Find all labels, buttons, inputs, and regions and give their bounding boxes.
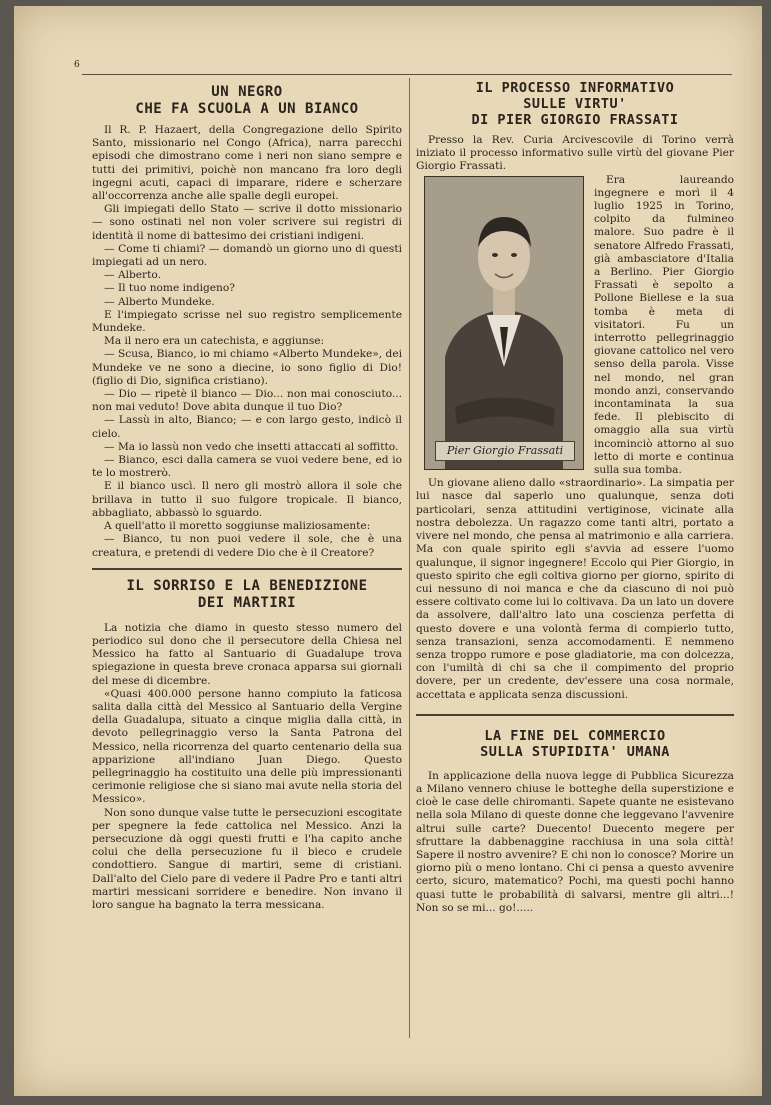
paragraph: — Il tuo nome indigeno? [104,282,235,295]
paragraph: La notizia che diamo in questo stesso numero del periodico sul dono che il persecutore della Chiesa nel Messico ha fatto al Santuario di Guadalupe trova spiegazione in questa breve cronaca apparsa sui giornali del mese di dicembre. [92,621,402,687]
article-sorriso [92,578,402,912]
article-subtitle-name: DI PIER GIORGIO FRASSATI [471,112,679,128]
paragraph: — Scusa, Bianco, io mi chiamo «Alberto Mundeke», dei Mundeke ve ne sono a diecine, io sono figlio di Dio! (figlio di Dio, significa cristiano). [92,348,402,387]
portrait-photo [424,176,584,470]
article-subtitle: SULLA STUPIDITA' UMANA [480,743,670,760]
paragraph: — Alberto Mundeke. [104,295,215,308]
article-negro [92,84,402,560]
paragraph: Presso la Rev. Curia Arcivescovile di Torino verrà iniziato il processo informativo sulle virtù del giovane Pier Giorgio Frassati. [416,134,734,173]
paragraph: — Bianco, tu non puoi vedere il sole, che è una creatura, e pretendi di vedere Dio che è il Creatore? [92,533,402,559]
paragraph: — Alberto. [104,269,161,282]
article-title: IL PROCESSO INFORMATIVO [475,80,675,96]
paragraph: — Come ti chiami? — domandò un giorno uno di questi impiegati ad un nero. [92,242,402,269]
top-rule [82,74,732,75]
paragraph: Non sono dunque valse tutte le persecuzioni escogitate per spegnere la fede cattolica nel Messico. Anzi la persecuzione dà oggi questi frutti e l'ha capito anche colui che della persecuzione fu il bieco e crudele condottiero. Sangue di martiri, seme di cristiani. Dall'alto del Cielo pare di vedere il Padre Pro e tanti altri martiri messicani sorridere e benedire. Non invano il loro sangue ha bagnato la terra messicana. [92,806,402,911]
article-title: LA FINE DEL COMMERCIO [484,727,666,744]
paragraph: E il bianco uscì. Il nero gli mostrò allora il sole che brillava in tutto il suo fulgore tropicale. Il bianco, abbagliato, abbassò lo sguardo. [92,480,402,519]
article-separator [92,568,402,570]
article-separator [416,714,734,716]
paragraph: A quell'atto il moretto soggiunse maliziosamente: [104,520,371,533]
newspaper-page [14,6,762,1096]
article-title: UN NEGRO [211,84,283,100]
paragraph: «Quasi 400.000 persone hanno compiuto la faticosa salita dalla città del Messico al Santuario della Vergine della Guadalupa, situato a cinque miglia dalla città, in devoto pellegrinaggio verso la Santa Patrona del Messico, nella ricorrenza del quarto centenario della sua apparizione all'indiano Juan Diego. Questo pellegrinaggio ha costituito una delle più impressionanti cerimonie religiose che si siano mai avute nella storia del Messico». [92,687,402,806]
paragraph: E l'impiegato scrisse nel suo registro semplicemente Mundeke. [92,308,402,335]
article-subtitle: DEI MARTIRI [197,594,297,611]
portrait-illustration [425,177,583,469]
paragraph: — Lassù in alto, Bianco; — e con largo gesto, indicò il cielo. [92,414,402,440]
left-column [92,84,402,912]
paragraph: — Dio — ripetè il bianco — Dio... non mai conosciuto... non mai veduto! Dove abita dunque il tuo Dio? [92,388,402,414]
paragraph: — Ma io lassù non vedo che insetti attaccati al soffitto. [104,440,399,453]
article-subtitle: SULLE VIRTU' [523,96,627,112]
paragraph: Ma il nero era un catechista, e aggiunse: [104,335,325,348]
paragraph: Il R. P. Hazaert, della Congregazione dello Spirito Santo, missionario nel Congo (Africa), narra parecchi episodi che dimostrano come i neri non siano sempre e tutti dei primitivi, poichè non mancano fra loro degli ingegni acuti, capaci di imparare, ridere e scherzare all'occorrenza anche alle spalle degli europei. [92,124,402,203]
paragraph: — Bianco, esci dalla camera se vuoi vedere bene, ed io te lo mostrerò. [92,454,402,480]
photo-signature: Pier Giorgio Frassati [435,441,575,461]
article-commercio [416,728,734,915]
article-title: IL SORRISO E LA BENEDIZIONE [126,577,368,594]
paragraph: In applicazione della nuova legge di Pubblica Sicurezza a Milano vennero chiuse le botteghe della superstizione e cioè le case delle chiromanti. Sapete quante ne esistevano nella sola Milano di queste donne che leggevano l'avvenire altrui sulle carte? Duecento! Duecento megere per sfruttare la dabbenaggine racchiusa in una sola città! Sapere il nostro avvenire? E chi non lo conosce? Morire un giorno più o meno lontano. Chi ci pensa a questo avvenire certo, sicuro, matematico? Pochi, ma questi pochi hanno quasi tutte le probabilità di salvarsi, mentre gli altri...! Non so se mi... go!..... [416,769,734,914]
article-subtitle: CHE FA SCUOLA A UN BIANCO [135,101,359,117]
paragraph: Un giovane alieno dallo «straordinario». La simpatia per lui nasce dal saperlo uno qualunque, senza doti particolari, senza attitudini vertiginose, vicinate alla nostra debolezza. Un ragazzo come tanti altri, portato a vivere nel mondo, che pensa al matrimonio e alla carriera. Ma con quale spirito egli s'avvia ad essere l'uomo qualunque, il signor ingegnere! Eccolo qui Pier Giorgio, in questo spirito che egli coltiva giorno per giorno, spirito di cui nessuno di noi manca e che da ciascuno di noi può essere coltivato come lui lo coltivava. Da un lato un dovere da assolvere, dall'altro lato una coscienza perfetta di questo dovere e una volontà ferma di compierlo tutto, senza transazioni, senza accomodamenti. E nemmeno senza troppo rumore e pose gladiatorie, ma con dolcezza, con l'umiltà di chi sa che il compimento del proprio dovere, per un credente, dev'essere una cosa normale, accettata e applicata senza discussioni. [416,477,734,701]
column-divider [409,78,410,1038]
paragraph: Gli impiegati dello Stato — scrive il dotto missionario — sono ostinati nel non voler scrivere sui registri di identità il nome di battesimo dei cristiani indigeni. [92,203,402,242]
right-column [416,80,734,915]
article-frassati [416,80,734,702]
page-number: 6 [74,60,80,70]
paragraph: Era laureando ingegnere e morì il 4 luglio 1925 in Torino, colpito da fulmineo malore. Suo padre è il senatore Alfredo Frassati, già ambasciatore d'Italia a Berlino. Pier Giorgio Frassati è sepolto a Pollone Biellese e la sua tomba è meta di visitatori. Fu un interrotto pellegrinaggio giovane cattolico nel vero senso della parola. Visse nel mondo, nel gran mondo anzi, conservando incontaminata la sua fede. Il plebiscito di omaggio alla sua virtù incominciò attorno al suo letto di morte e continua sulla sua tomba. [594,173,734,477]
